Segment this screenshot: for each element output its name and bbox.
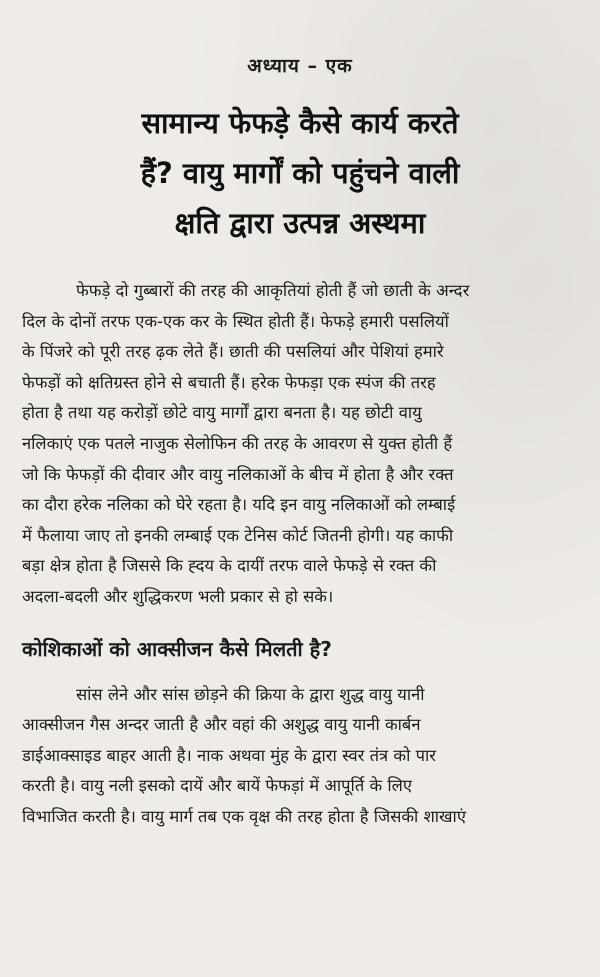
text-line: के पिंजरे को पूरी तरह ढ़क लेते हैं। छाती की पसलियां और पेशियां हमारे xyxy=(22,342,444,362)
text-line: आक्सीजन गैस अन्दर जाती है और वहां की अशुद्ध वायु यानी कार्बन xyxy=(22,715,421,735)
text-line: में फैलाया जाए तो इनकी लम्बाई एक टेनिस कोर्ट जितनी होगी। यह काफी xyxy=(22,525,454,545)
text-line: फेफड़े दो गुब्बारों की तरह की आकृतियां होती हैं जो छाती के अन्दर xyxy=(76,281,470,300)
text-line: डाईआक्साइड बाहर आती है। नाक अथवा मुंह के द्वारा स्वर तंत्र को पार xyxy=(22,745,436,765)
text-line: करती है। वायु नली इसको दायें और बायें फेफड़ां में आपूर्ति के लिए xyxy=(22,776,412,796)
text-line: होता है तथा यह करोड़ों छोटे वायु मार्गों द्वारा बनता है। यह छोटी वायु xyxy=(22,403,422,423)
chapter-title-line: क्षति द्वारा उत्पन्न अस्थमा xyxy=(174,206,426,240)
chapter-title xyxy=(22,98,578,248)
paragraph-oxygen xyxy=(22,680,578,833)
section-heading: कोशिकाओं को आक्सीजन कैसे मिलती है? xyxy=(22,636,332,661)
chapter-title-line: सामान्य फेफड़े कैसे कार्य करते xyxy=(141,106,459,140)
text-line: फेफड़ों को क्षतिग्रस्त होने से बचाती हैं। हरेक फेफड़ा एक स्पंज की तरह xyxy=(22,372,436,392)
text-line: सांस लेने और सांस छोड़ने की क्रिया के द्वारा शुद्ध वायु यानी xyxy=(76,684,425,704)
chapter-label: अध्याय – एक xyxy=(247,55,353,77)
paragraph-lungs xyxy=(22,276,578,613)
text-line: का दौरा हरेक नलिका को घेरे रहता है। यदि इन वायु नलिकाओं को लम्बाई xyxy=(22,495,456,515)
text-line: जो कि फेफड़ों की दीवार और वायु नलिकाओं के बीच में होता है और रक्त xyxy=(22,464,454,484)
chapter-title-line: हैं? वायु मार्गों को पहुंचने वाली xyxy=(140,156,460,190)
text-line: विभाजित करती है। वायु मार्ग तब एक वृक्ष की तरह होता है जिसकी शाखाएं xyxy=(22,806,466,826)
text-line: नलिकाएं एक पतले नाजुक सेलोफिन की तरह के आवरण से युक्त होती हैं xyxy=(22,433,453,453)
text-line: अदला-बदली और शुद्धिकरण भली प्रकार से हो सके। xyxy=(22,586,334,606)
text-line: दिल के दोनों तरफ एक-एक कर के स्थित होती हैं। फेफड़े हमारी पसलियों xyxy=(22,311,449,331)
text-line: बड़ा क्षेत्र होता है जिससे कि ह्दय के दायीं तरफ वाले फेफड़े से रक्त की xyxy=(22,556,437,576)
